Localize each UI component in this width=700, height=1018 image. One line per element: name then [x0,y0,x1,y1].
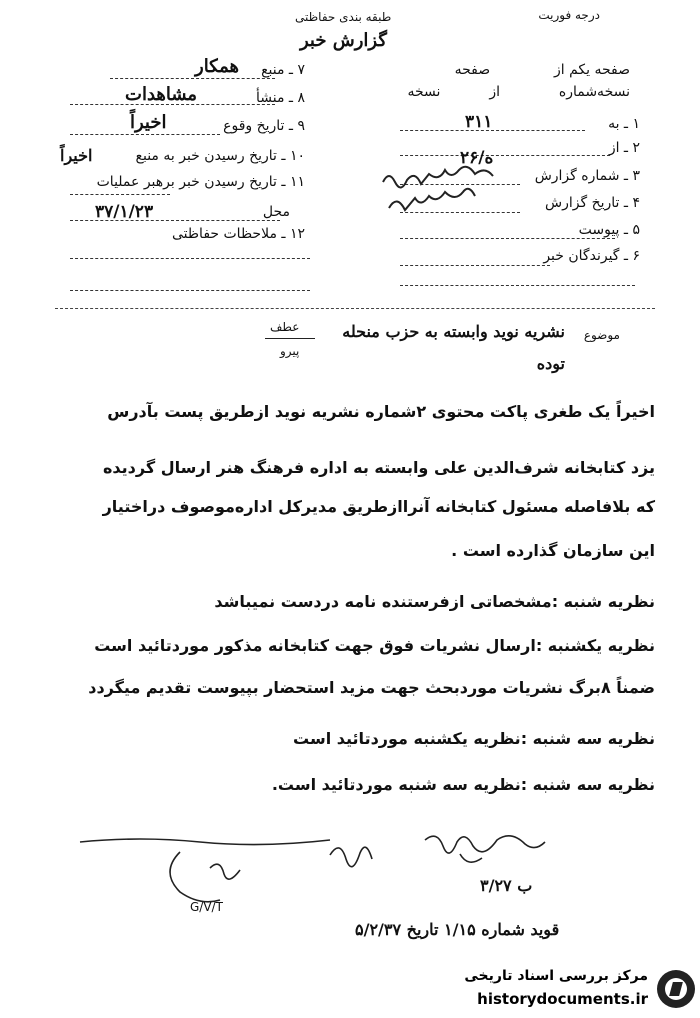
comment-sunday: نظریه یکشنبه :ارسال نشریات فوق جهت کتابخانه مذکور موردتائید است [94,636,655,655]
copy-suffix: نسخه [407,84,441,100]
page-suffix: صفحه [454,62,491,78]
page-label: صفحه یکم از [553,62,630,78]
received-source-value: اخیراً [60,146,93,165]
ref-bottom: پیرو [280,344,300,358]
origin-label: ۸ ـ منشأ [255,90,305,106]
to-label: ۱ ـ به [608,116,640,132]
signature-code: ب ۳/۲۷ [480,876,533,895]
origin-line [70,104,275,105]
report-date-label: ۴ ـ تاریخ گزارش [545,195,640,211]
body-line-3: که بلافاصله مسئول کتابخانه آنراازطریق مدیرکل اداره‌موصوف دراختیار [102,497,655,516]
subject-text-2: توده [536,354,565,373]
notes-line-1 [70,258,310,259]
comment-tuesday-2: نظریه سه شنبه :نظریه سه شنبه موردتائید است. [271,775,655,794]
attachment-line [400,238,615,239]
subject-divider [55,308,655,309]
logo-block [425,968,700,1018]
occurrence-label: ۹ ـ تاریخ وقوع [223,118,305,134]
classification-label: طبقه بندی حفاظتی [295,10,392,24]
received-source-label: ۱۰ ـ تاریخ رسیدن خبر به منبع [135,148,305,164]
signatures [60,820,620,930]
recipients-label: ۶ ـ گیرندگان خبر [543,248,640,264]
place-label: محل [262,204,290,220]
logo-org: مرکز بررسی اسناد تاریخی [464,968,648,984]
received-ops-value: ۳۷/۱/۲۳ [95,202,154,222]
place-line [70,220,280,221]
occurrence-value: اخیراً [130,112,167,133]
attachment-label: ۵ ـ پیوست [578,222,640,238]
copy-label: نسخه‌شماره [558,84,630,100]
ref-divider [265,338,315,339]
archive-logo-icon [657,970,695,1008]
logo-url: historydocuments.ir [477,990,648,1008]
from-label: ۲ ـ از [608,140,640,156]
notes-line-2 [70,290,310,291]
subject-text-1: نشریه نوید وابسته به حزب منحله [342,322,565,341]
subject-label: موضوع [583,328,620,342]
body-line-4: این سازمان گذارده است . [451,541,655,560]
from-line [400,155,610,156]
comment-attachment: ضمناً ۸برگ نشریات موردبحث جهت مزید استحضار بپیوست تقدیم میگردد [88,678,655,697]
received-ops-line [70,194,170,195]
ref-top: عطف [270,320,300,334]
recipients-line-2 [400,285,635,286]
urgency-label: درجه فوریت [538,8,600,22]
origin-value: مشاهدات [125,84,198,105]
notes-label: ۱۲ ـ ملاحظات حفاظتی [172,226,305,242]
source-value: همکار [195,56,240,77]
copy-of: از [489,84,500,100]
small-mark: G/V/T [190,900,223,914]
comment-tuesday-1: نظریه سه شنبه :نظریه یکشنبه موردتائید است [293,729,655,748]
recipients-line [400,265,550,266]
page-title: گزارش خبر [300,30,387,51]
copy-number-row [407,84,630,100]
report-no-label: ۳ ـ شماره گزارش [534,168,640,184]
handwritten-scribble [375,160,525,220]
report-no-value: ۲۶/ه [460,148,494,168]
to-value: ۳۱۱ [465,112,493,132]
handwritten-ref: قوید شماره ۱/۱۵ تاریخ ۵/۲/۳۷ [355,920,560,939]
body-line-1: اخیراً یک طغری پاکت محتوی ۲شماره نشریه نوید ازطریق پست بآدرس [107,402,655,421]
page-number-row [455,62,630,78]
comment-saturday: نظریه شنبه :مشخصاتی ازفرستنده نامه دردست نمیباشد [214,592,655,611]
source-line [110,78,275,79]
occurrence-line [70,134,220,135]
to-line [400,130,585,131]
body-line-2: یزد کتابخانه شرف‌الدین علی وابسته به اداره فرهنگ هنر ارسال گردیده [102,458,655,477]
received-ops-label: ۱۱ ـ تاریخ رسیدن خبر برهبر عملیات [96,174,305,190]
source-label: ۷ ـ منبع [261,62,305,78]
